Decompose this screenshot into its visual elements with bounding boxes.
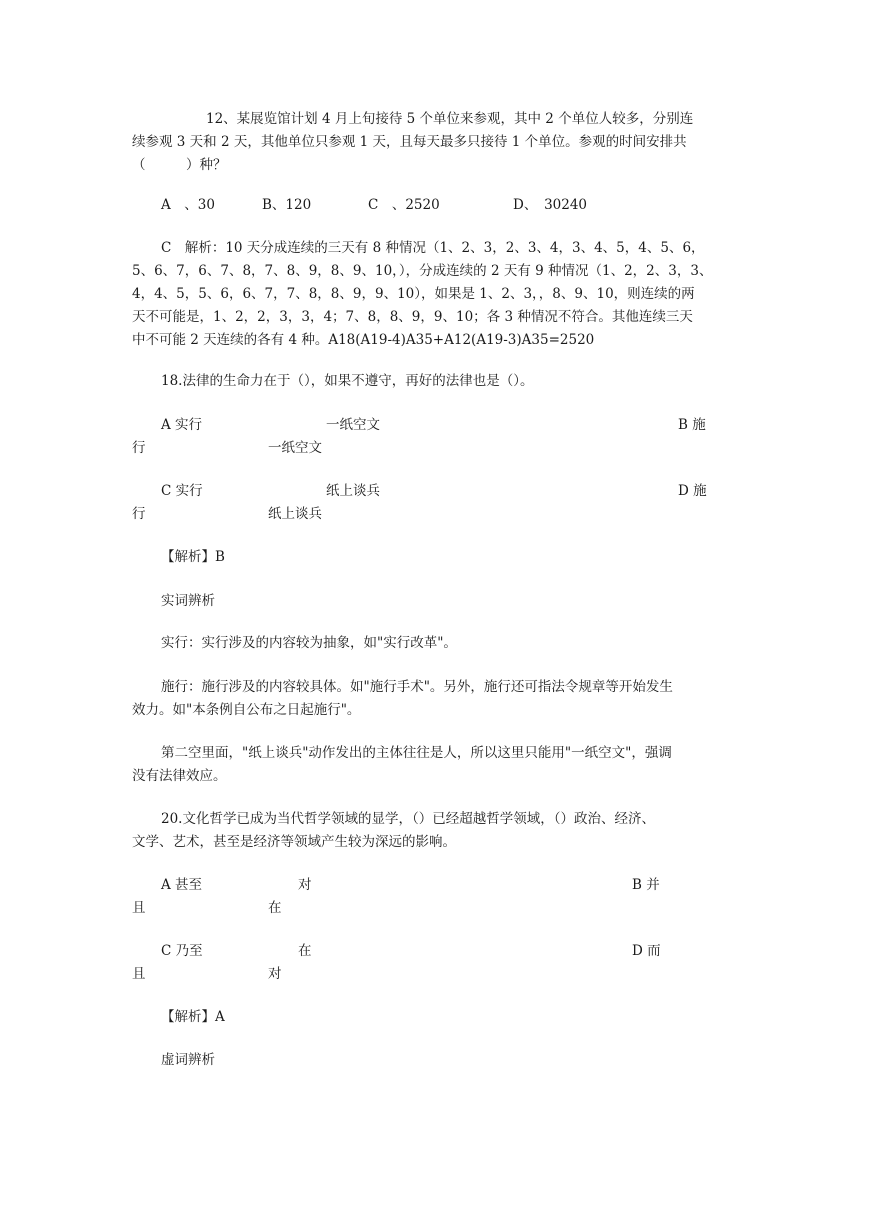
- q18-option-c-label: C 实行: [161, 483, 203, 499]
- q12-option-b: B、120: [262, 197, 312, 213]
- q18-option-a-value: 一纸空文: [326, 417, 380, 433]
- q12-explanation-line3: 4，4、5，5、6，6、7，7、8，8、9，9、10），如果是 1、2、3，，8、9、10，则连续的两: [132, 286, 695, 302]
- q18-option-a-label: A 实行: [161, 417, 203, 433]
- q20-option-c-value: 在: [298, 943, 312, 959]
- q18-explanation-2-line2: 效力。如"本条例自公布之日起施行"。: [132, 702, 361, 718]
- q18-option-b-value: 一纸空文: [268, 440, 322, 456]
- q20-option-d-value: 对: [268, 966, 282, 982]
- q12-explanation-line5: 中不可能 2 天连续的各有 4 种。A18(A19-4)A35+A12(A19-3)A35=2520: [132, 332, 595, 348]
- q12-stem-line2: 续参观 3 天和 2 天，其他单位只参观 1 天，且每天最多只接待 1 个单位。参观的时间安排共: [132, 134, 687, 150]
- q18-explanation-3-line1: 第二空里面，"纸上谈兵"动作发出的主体往往是人，所以这里只能用"一纸空文"，强调: [161, 745, 672, 761]
- q12-stem-line3: （ ）种？: [132, 157, 227, 173]
- q20-category: 虚词辨析: [161, 1052, 215, 1068]
- q18-option-d-label-cont: 行: [132, 506, 146, 522]
- q18-option-b-label-cont: 行: [132, 440, 146, 456]
- q20-stem-line2: 文学、艺术，甚至是经济等领域产生较为深远的影响。: [132, 834, 456, 850]
- q20-option-c-label: C 乃至: [161, 943, 203, 959]
- q18-option-c-value: 纸上谈兵: [326, 483, 380, 499]
- q12-option-c: C 、2520: [368, 197, 440, 213]
- q20-option-b-value: 在: [268, 900, 282, 916]
- q18-option-d-label: D 施: [678, 483, 707, 499]
- q20-option-b-label-cont: 且: [132, 900, 146, 916]
- q12-option-a: A 、30: [161, 197, 215, 213]
- q18-option-b-label: B 施: [678, 417, 706, 433]
- q18-option-d-value: 纸上谈兵: [268, 506, 322, 522]
- q20-option-a-label: A 甚至: [161, 877, 203, 893]
- q12-explanation-line4: 天不可能是，1、2，2，3，3，4；7、8，8、9，9、10；各 3 种情况不符合。其他连续三天: [132, 309, 693, 325]
- q20-answer: 【解析】A: [161, 1009, 225, 1025]
- q12-explanation-line2: 5、6、7，6、7、8，7、8、9，8、9、10，），分成连续的 2 天有 9 种情况（1、2，2、3，3、: [132, 263, 713, 279]
- q20-option-b-label: B 并: [632, 877, 660, 893]
- q12-explanation-line1: C 解析：10 天分成连续的三天有 8 种情况（1、2、3，2、3、4，3、4、5，4、5、6，: [161, 240, 705, 256]
- q18-explanation-2-line1: 施行：施行涉及的内容较具体。如"施行手术"。另外，施行还可指法令规章等开始发生: [161, 679, 673, 695]
- q18-stem: 18.法律的生命力在于（），如果不遵守，再好的法律也是（）。: [161, 373, 534, 389]
- q20-option-a-value: 对: [298, 877, 312, 893]
- q18-category: 实词辨析: [161, 593, 215, 609]
- q18-explanation-1: 实行：实行涉及的内容较为抽象，如"实行改革"。: [161, 635, 457, 651]
- q12-option-d: D、 30240: [513, 197, 588, 213]
- q20-option-d-label-cont: 且: [132, 966, 146, 982]
- q18-answer: 【解析】B: [161, 549, 225, 565]
- q20-option-d-label: D 而: [632, 943, 661, 959]
- q20-stem-line1: 20.文化哲学已成为当代哲学领域的显学，（）已经超越哲学领域，（）政治、经济、: [161, 811, 655, 827]
- q18-explanation-3-line2: 没有法律效应。: [132, 768, 227, 784]
- q12-stem-line1: 12、某展览馆计划 4 月上旬接待 5 个单位来参观，其中 2 个单位人较多，分别连: [206, 111, 694, 127]
